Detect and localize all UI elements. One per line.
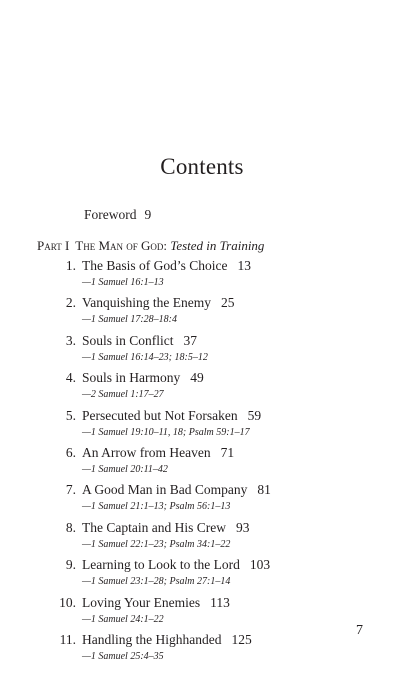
- chapter-page-number: 125: [231, 631, 252, 647]
- contents-entry: [0, 595, 404, 632]
- chapter-title: The Captain and His Crew: [82, 519, 226, 535]
- chapter-number: 6.: [65, 444, 76, 460]
- chapter-title-line: [82, 632, 252, 648]
- chapter-page-number: 113: [210, 594, 230, 610]
- chapter-scripture-reference: —1 Samuel 22:1–23; Psalm 34:1–22: [82, 538, 231, 550]
- chapter-scripture-reference: —1 Samuel 19:10–11, 18; Psalm 59:1–17: [82, 426, 250, 438]
- chapter-number: 2.: [65, 295, 76, 311]
- chapter-title: An Arrow from Heaven: [82, 444, 211, 460]
- chapter-number: 4.: [65, 370, 76, 386]
- chapter-title-line: [82, 557, 270, 573]
- contents-list: [0, 258, 404, 669]
- chapter-number: 9.: [65, 557, 76, 573]
- chapter-scripture-reference: —1 Samuel 16:14–23; 18:5–12: [82, 351, 208, 363]
- chapter-title-line: [82, 595, 230, 611]
- contents-entry: [0, 520, 404, 557]
- chapter-number: 7.: [65, 482, 76, 498]
- page-title: Contents: [160, 154, 244, 179]
- chapter-title: Souls in Conflict: [82, 332, 174, 348]
- chapter-page-number: 59: [247, 407, 262, 423]
- foreword-page-number: 9: [144, 207, 152, 222]
- part-title: The Man of God:: [75, 238, 168, 253]
- chapter-title: A Good Man in Bad Company: [82, 482, 248, 498]
- chapter-title-line: [82, 333, 197, 349]
- contents-entry: [0, 408, 404, 445]
- chapter-scripture-reference: —1 Samuel 20:11–42: [82, 463, 168, 475]
- contents-entry: [0, 445, 404, 482]
- chapter-title: Vanquishing the Enemy: [82, 295, 211, 311]
- chapter-title-line: [82, 258, 251, 274]
- contents-entry: [0, 482, 404, 519]
- part-subtitle: Tested in Training: [170, 238, 265, 253]
- chapter-title: Persecuted but Not Forsaken: [82, 407, 238, 423]
- chapter-title: Handling the Highhanded: [82, 631, 222, 647]
- chapter-number: 8.: [65, 519, 76, 535]
- chapter-scripture-reference: —1 Samuel 16:1–13: [82, 277, 164, 288]
- chapter-title: Learning to Look to the Lord: [82, 557, 240, 573]
- contents-entry: [0, 557, 404, 594]
- chapter-scripture-reference: —1 Samuel 23:1–28; Psalm 27:1–14: [82, 576, 231, 588]
- chapter-number: 10.: [59, 594, 76, 610]
- folio-page-number: 7: [356, 623, 363, 638]
- contents-entry: [0, 258, 404, 295]
- chapter-title-line: [82, 482, 271, 498]
- chapter-number: 5.: [65, 407, 76, 423]
- chapter-title: The Basis of God’s Choice: [82, 258, 228, 273]
- chapter-number: 1.: [65, 258, 76, 273]
- chapter-title-line: [82, 370, 204, 386]
- chapter-title-line: [82, 445, 234, 461]
- contents-entry: [0, 632, 404, 669]
- chapter-title: Loving Your Enemies: [82, 594, 201, 610]
- foreword-label: Foreword: [84, 207, 137, 222]
- chapter-title: Souls in Harmony: [82, 370, 181, 386]
- chapter-page-number: 81: [257, 482, 271, 498]
- chapter-scripture-reference: —1 Samuel 24:1–22: [82, 613, 164, 625]
- foreword-entry: [84, 207, 151, 223]
- part-heading: [37, 238, 264, 254]
- contents-entry: [0, 333, 404, 370]
- chapter-page-number: 25: [220, 295, 235, 311]
- chapter-title-line: [82, 520, 249, 536]
- chapter-scripture-reference: —1 Samuel 17:28–18:4: [82, 314, 177, 326]
- chapter-title-line: [82, 408, 261, 424]
- part-label: Part I: [37, 238, 70, 253]
- chapter-number: 3.: [65, 332, 76, 348]
- chapter-scripture-reference: —1 Samuel 21:1–13; Psalm 56:1–13: [82, 501, 231, 513]
- chapter-page-number: 13: [237, 258, 251, 273]
- contents-entry: [0, 295, 404, 332]
- chapter-page-number: 93: [235, 519, 250, 535]
- chapter-number: 11.: [59, 631, 76, 647]
- chapter-page-number: 49: [190, 370, 204, 386]
- chapter-title-line: [82, 295, 234, 311]
- chapter-page-number: 103: [249, 557, 271, 573]
- contents-entry: [0, 370, 404, 407]
- chapter-scripture-reference: —2 Samuel 1:17–27: [82, 389, 164, 401]
- chapter-page-number: 71: [220, 444, 235, 460]
- chapter-scripture-reference: —1 Samuel 25:4–35: [82, 650, 164, 662]
- chapter-page-number: 37: [183, 332, 198, 348]
